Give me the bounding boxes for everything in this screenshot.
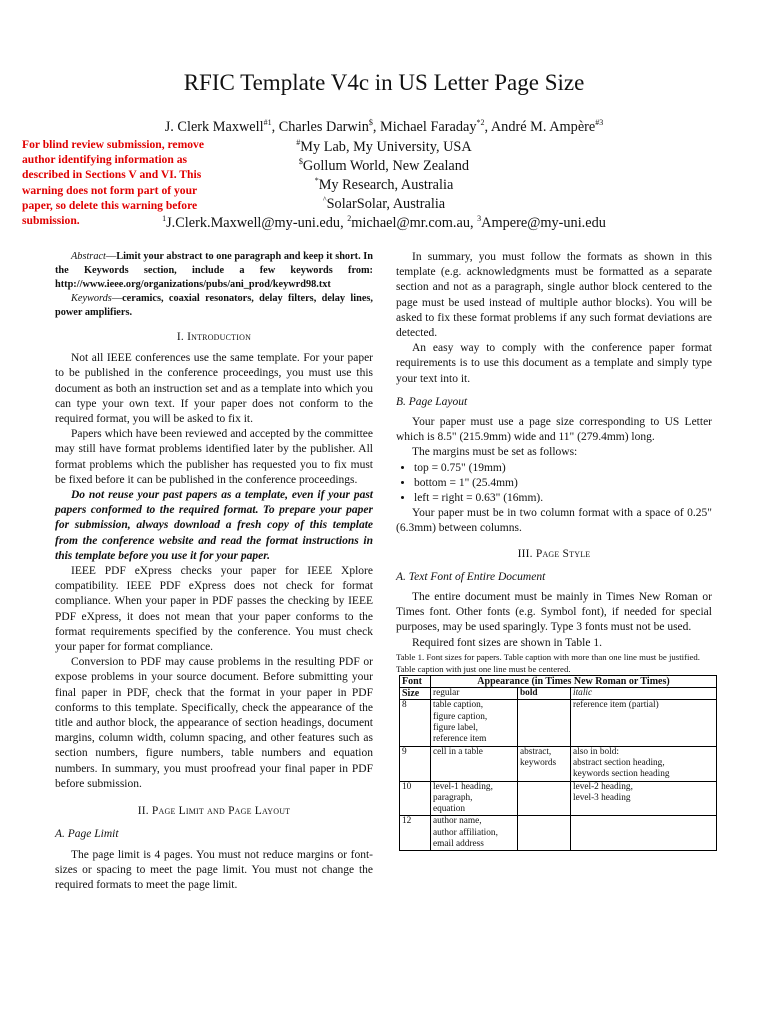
table-cell xyxy=(518,781,571,816)
section-number: I. xyxy=(176,331,188,343)
abstract xyxy=(55,250,373,292)
paragraph: Conversion to PDF may cause problems in the resulting PDF or expose problems in your source document. Before submitting your final paper in PDF, check that the format in your paper in PDF conforms to this template. Specifically, check the appearance of the title and author block, the appearance of section headings, document margins, column width, column spacing, and other features such as section numbers, figure numbers, table numbers and equation numbers. In summary, you must proofread your final paper in PDF before submission. xyxy=(55,656,373,790)
paragraph: An easy way to comply with the conference paper format requirements is to use this document as a template and simply type your text into it. xyxy=(396,342,712,385)
table-header-cell xyxy=(400,675,431,687)
table-cell: reference item (partial) xyxy=(571,700,717,746)
paragraph: Papers which have been reviewed and accepted by the committee may still have format problems identified later by the publisher. All format problems which the publisher has requested you to fix must be fixed before it can be published in the conference proceedings. xyxy=(55,428,373,486)
table-header-cell: bold xyxy=(518,688,571,700)
section-title: Page Style xyxy=(535,547,591,560)
table-cell: level-1 heading, paragraph, equation xyxy=(431,781,518,816)
subsection-heading: A. Page Limit xyxy=(55,828,119,841)
abstract-label: Abstract xyxy=(71,251,106,262)
affiliation-marker: * xyxy=(314,176,319,185)
email-address: Ampere@my-uni.edu xyxy=(481,214,606,231)
author-name: , Charles Darwin xyxy=(271,118,369,135)
table-cell: also in bold: abstract section heading, keywords section heading xyxy=(571,746,717,781)
table-header-cell: regular xyxy=(431,688,518,700)
table-cell xyxy=(518,816,571,851)
affiliation-text: SolarSolar, Australia xyxy=(326,195,446,212)
abstract-dash: — xyxy=(105,251,117,262)
email-marker: 2 xyxy=(347,214,352,223)
table-row xyxy=(400,781,717,816)
paragraph: The entire document must be mainly in Times New Roman or Times font. Other fonts (e.g. Symbol font), if needed for special purposes, may be used sparingly. Type 3 fonts must not be used. xyxy=(396,591,712,634)
keywords-dash: — xyxy=(111,293,123,304)
author-name: J. Clerk Maxwell xyxy=(164,118,264,135)
table-cell: level-2 heading, level-3 heading xyxy=(571,781,717,816)
header-font: Font xyxy=(402,675,422,687)
section-heading-page-limit xyxy=(55,804,373,819)
section-number: III. xyxy=(517,547,536,560)
font-size-table xyxy=(399,675,717,851)
table-cell: cell in a table xyxy=(431,746,518,781)
table-cell: 12 xyxy=(400,816,431,851)
affiliation-text: My Lab, My University, USA xyxy=(300,138,472,155)
author-superscript: $ xyxy=(368,118,373,127)
paragraph: IEEE PDF eXpress checks your paper for IEEE Xplore compatibility. IEEE PDF eXpress does not check for format compliance. When your paper in PDF passes the checking by IEEE PDF eXpress, it does not mean that your paper conforms to the format requirements specified by the conference. You must check your paper for format compliance. xyxy=(55,565,373,654)
keywords-text: ceramics, coaxial resonators, delay filters, delay lines, power amplifiers. xyxy=(55,293,373,318)
affiliation-text: My Research, Australia xyxy=(318,176,454,193)
author-superscript: #1 xyxy=(263,118,272,127)
table-caption: Table 1. Font sizes for papers. Table caption with more than one line must be justified. Table caption with just one line must be centered. xyxy=(396,651,700,674)
section-heading-page-style xyxy=(396,547,712,562)
table-header-cell: italic xyxy=(571,688,717,700)
affiliation-marker: # xyxy=(296,138,301,147)
table-cell xyxy=(571,816,717,851)
blind-review-warning: For blind review submission, remove author identifying information as described in Sections V and VI. This warning does not form part of your paper, so delete this warning before submission. xyxy=(22,138,204,228)
table-cell: abstract, keywords xyxy=(518,746,571,781)
keywords-label: Keywords xyxy=(71,293,112,304)
table-row xyxy=(400,700,717,746)
author-superscript: *2 xyxy=(476,118,485,127)
section-title: Page Limit and Page Layout xyxy=(151,805,291,818)
right-column xyxy=(396,250,712,851)
subsection-heading: A. Text Font of Entire Document xyxy=(396,570,546,583)
table-row xyxy=(400,816,717,851)
paragraph: Not all IEEE conferences use the same template. For your paper to be published in the conference proceedings, you must use this document as both an instruction set and as a template into which you can type your own text. If your paper does not conform to the required format, you will be asked to fix it. xyxy=(55,352,373,426)
affiliation-text: Gollum World, New Zealand xyxy=(302,157,470,174)
table-cell: 9 xyxy=(400,746,431,781)
list-item: • bottom = 1" (25.4mm) xyxy=(414,476,712,491)
email-address: michael@mr.com.au, xyxy=(351,214,478,231)
email-marker: 1 xyxy=(162,214,167,223)
table-cell: 8 xyxy=(400,700,431,746)
paragraph: In summary, you must follow the formats as shown in this template (e.g. acknowledgments must be formatted as a separate section and not as a paragraph, single author block centered to the page must be used instead of multiple author blocks). You will be asked to fix these format problems if any such format deviations are detected. xyxy=(396,251,712,340)
section-title: Introduction xyxy=(187,331,252,343)
table-cell: table caption, figure caption, figure label, reference item xyxy=(431,700,518,746)
paragraph-emphasis: Do not reuse your past papers as a template, even if your past papers conformed to the required format. To prepare your paper for submission, always download a fresh copy of this template from the conference website and read the format instructions in this template before you use it for your paper. xyxy=(55,489,373,562)
affiliation-marker: ^ xyxy=(322,195,327,204)
margins-list xyxy=(396,461,712,507)
table-row xyxy=(400,746,717,781)
table-cell xyxy=(518,700,571,746)
author-name: , André M. Ampère xyxy=(484,118,596,135)
author-name: , Michael Faraday xyxy=(372,118,477,135)
paragraph: Your paper must be in two column format with a space of 0.25" (6.3mm) between columns. xyxy=(396,507,712,535)
paper-title: RFIC Template V4c in US Letter Page Size xyxy=(183,70,585,95)
left-column xyxy=(55,250,373,893)
abstract-text: Limit your abstract to one paragraph and keep it short. In the Keywords section, include a few keywords from: http://www.ieee.org/organizations/pubs/ani_prod/keywrd98.txt xyxy=(55,251,373,290)
author-line xyxy=(0,118,768,136)
list-item: • left = right = 0.63" (16mm). xyxy=(414,491,712,506)
email-address: J.Clerk.Maxwell@my-uni.edu, xyxy=(166,214,348,231)
paragraph: The margins must be set as follows: xyxy=(412,446,578,459)
email-marker: 3 xyxy=(477,214,482,223)
subsection-heading: B. Page Layout xyxy=(396,395,468,408)
table-header-cell: Appearance (in Times New Roman or Times) xyxy=(431,675,717,687)
paragraph: Your paper must use a page size corresponding to US Letter which is 8.5" (215.9mm) wide and 11" (279.4mm) long. xyxy=(396,416,712,444)
keywords xyxy=(55,292,373,320)
paragraph: Required font sizes are shown in Table 1. xyxy=(412,636,602,649)
section-number: II. xyxy=(137,805,152,818)
author-superscript: #3 xyxy=(595,118,604,127)
paragraph: The page limit is 4 pages. You must not reduce margins or font-sizes or spacing to meet the page limit. You must not change the required formats to meet the page limit. xyxy=(55,848,373,891)
section-heading-introduction xyxy=(55,330,373,345)
table-cell: author name, author affiliation, email address xyxy=(431,816,518,851)
table-cell: 10 xyxy=(400,781,431,816)
table-header-cell: Size xyxy=(400,688,431,700)
list-item: • top = 0.75" (19mm) xyxy=(414,461,712,476)
affiliation-marker: $ xyxy=(298,157,303,166)
